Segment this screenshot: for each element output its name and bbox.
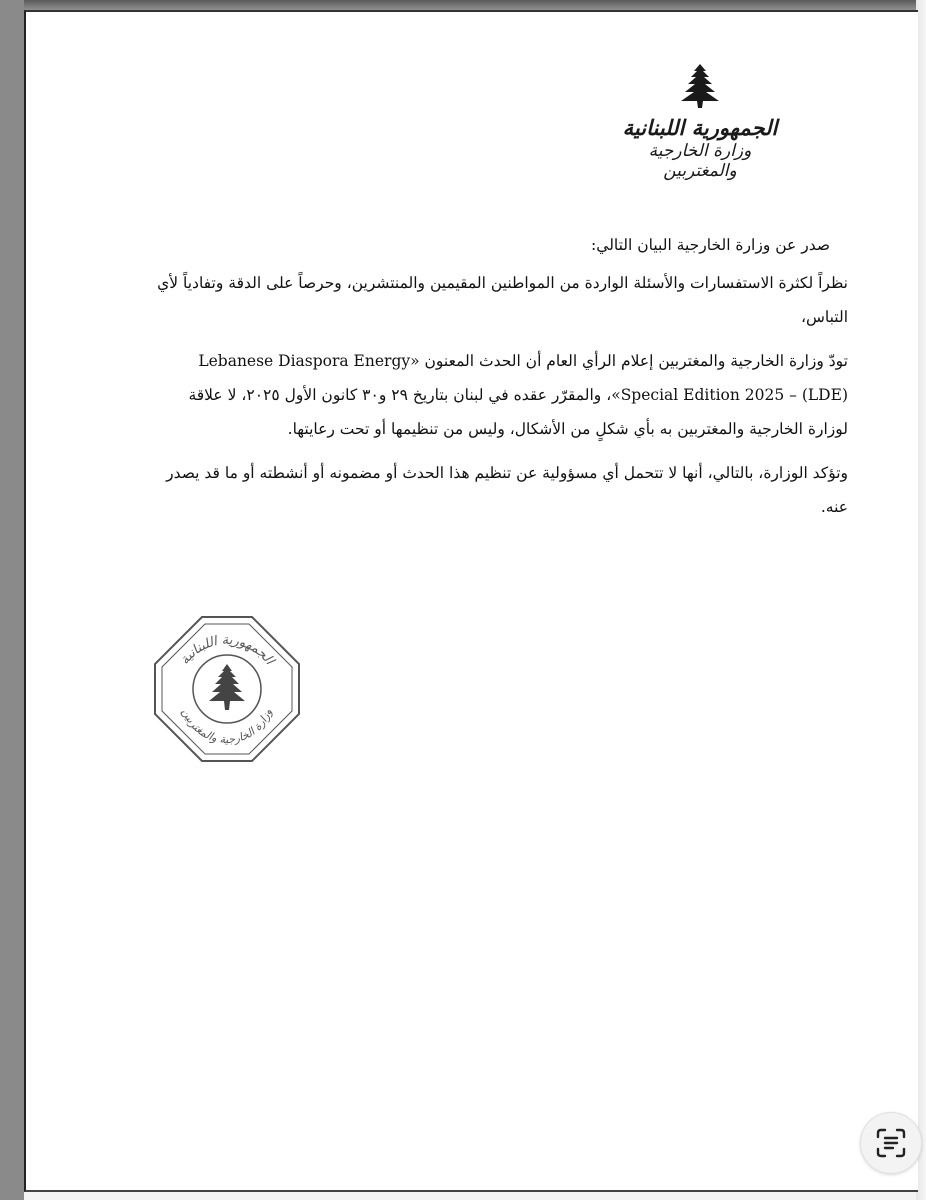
- paragraph-line: نظراً لكثرة الاستفسارات والأسئلة الواردة من المواطنين المقيمين والمنتشرين، وحرصاً على الدقة وتفادياً لأي: [157, 274, 848, 292]
- letterhead-republic: الجمهورية اللبنانية: [622, 115, 778, 140]
- letterhead: [615, 62, 785, 182]
- letterhead-ministry: وزارة الخارجية والمغتربين: [648, 141, 752, 182]
- paragraph-line: (LDE) – Special Edition 2025»، والمقرّر عقده في لبنان بتاريخ ٢٩ و٣٠ كانون الأول ٢٠٢٥، لا علاقة: [188, 386, 848, 404]
- official-stamp: [152, 614, 302, 764]
- statement-body: [80, 228, 848, 534]
- statement-paragraph-2: [80, 344, 848, 446]
- paragraph-line: التباس،: [800, 308, 848, 326]
- paragraph-line: وتؤكد الوزارة، بالتالي، أنها لا تتحمل أي مسؤولية عن تنظيم هذا الحدث أو مضمونه أو أنشطته أو ما قد يصدر: [166, 464, 848, 482]
- statement-paragraph-3: [80, 456, 848, 524]
- stamp-outer-text: الجمهورية اللبنانية: [177, 632, 277, 668]
- stamp-inner-text: وزارة الخارجية والمغتربين: [179, 706, 275, 747]
- svg-text:الجمهورية اللبنانية: [177, 633, 277, 669]
- svg-text:وزارة الخارجية والمغتربين: [179, 707, 274, 746]
- statement-paragraph-1: [80, 266, 848, 334]
- paragraph-line: تودّ وزارة الخارجية والمغتربين إعلام الرأي العام أن الحدث المعنون «Lebanese Diaspora Energy: [198, 352, 848, 370]
- paragraph-line: عنه.: [820, 498, 848, 516]
- paragraph-line: لوزارة الخارجية والمغتربين به بأي شكلٍ من الأشكال، وليس من تنظيمها أو تحت رعايتها.: [287, 420, 848, 438]
- window-left-edge: [0, 0, 24, 1200]
- cedar-tree-icon: [675, 62, 725, 112]
- live-text-scan-button[interactable]: [860, 1112, 922, 1174]
- document-page: [24, 10, 918, 1192]
- text-scan-icon: [874, 1126, 908, 1160]
- statement-intro: صدر عن وزارة الخارجية البيان التالي:: [591, 236, 830, 254]
